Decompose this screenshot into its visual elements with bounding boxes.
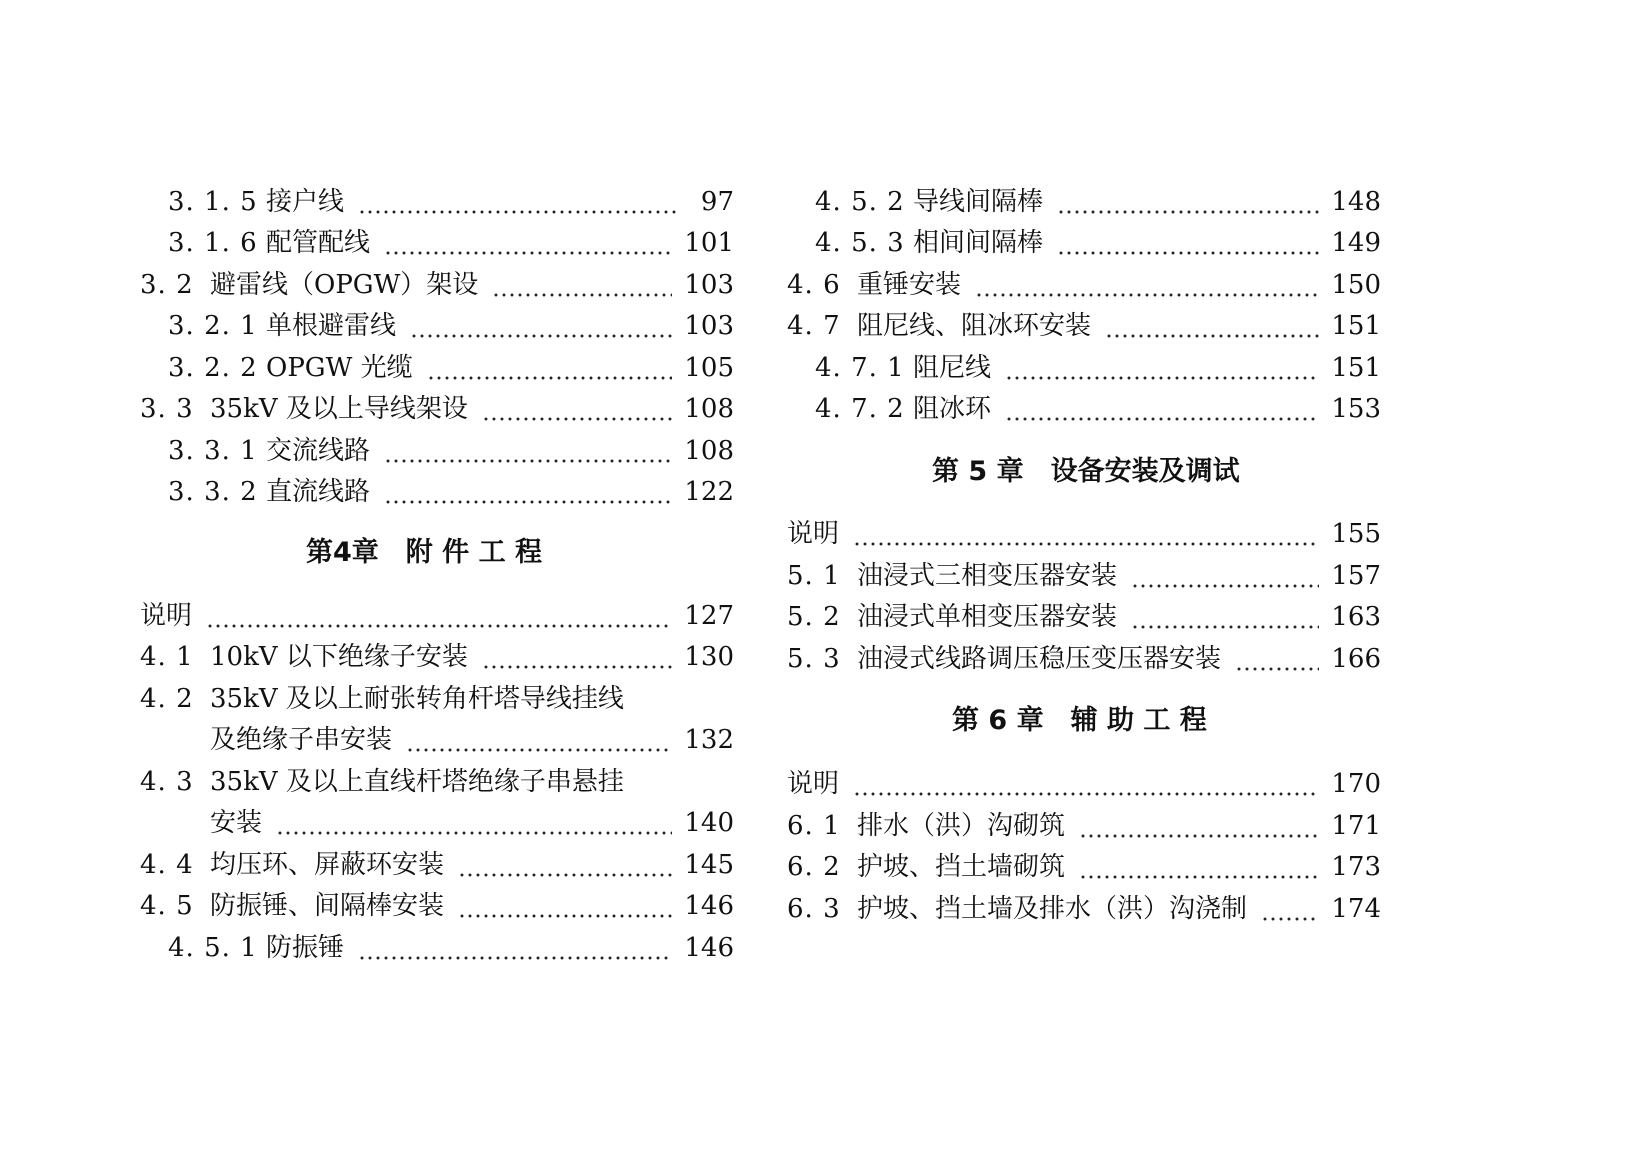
toc-entry-number: 4. 2 bbox=[140, 684, 194, 714]
toc-entry-number: 4. 7 bbox=[787, 311, 841, 341]
toc-entry-number: 4. 5 bbox=[140, 891, 194, 921]
toc-entry-page: 145 bbox=[684, 850, 734, 880]
toc-entry-number: 3. 1. 6 bbox=[168, 228, 258, 258]
toc-entry[interactable] bbox=[168, 223, 734, 263]
toc-entry[interactable] bbox=[787, 556, 1381, 596]
toc-entry-title: 交流线路 bbox=[266, 436, 371, 466]
toc-entry-number: 5. 3 bbox=[787, 644, 841, 674]
leader-dots bbox=[458, 886, 672, 926]
leader-dots bbox=[1005, 348, 1319, 388]
toc-entry-number: 3. 1. 5 bbox=[168, 187, 258, 217]
toc-entry[interactable] bbox=[815, 182, 1381, 222]
toc-entry-number: 4. 7. 1 bbox=[815, 353, 905, 383]
leader-dots bbox=[406, 720, 672, 760]
toc-entry[interactable] bbox=[787, 597, 1381, 637]
leader-dots bbox=[853, 514, 1319, 554]
toc-entry-number: 4. 6 bbox=[787, 270, 841, 300]
toc-entry-page: 132 bbox=[684, 725, 734, 755]
toc-entry-number: 6. 2 bbox=[787, 852, 841, 882]
toc-entry-first-line[interactable] bbox=[140, 762, 624, 802]
leader-dots bbox=[427, 348, 673, 388]
toc-entry[interactable] bbox=[140, 389, 734, 429]
toc-entry-title: 避雷线（OPGW）架设 bbox=[210, 270, 479, 300]
leader-dots bbox=[458, 845, 672, 885]
leader-dots bbox=[975, 265, 1319, 305]
leader-dots bbox=[384, 472, 672, 512]
toc-entry[interactable] bbox=[787, 889, 1381, 929]
toc-entry-number: 4. 1 bbox=[140, 642, 194, 672]
toc-entry[interactable] bbox=[815, 389, 1381, 429]
toc-entry-title: OPGW 光缆 bbox=[266, 353, 413, 383]
toc-entry-title: 护坡、挡土墙及排水（洪）沟浇制 bbox=[857, 894, 1248, 924]
chapter-heading[interactable]: 第4章 附 件 工 程 bbox=[306, 537, 542, 568]
toc-entry-title: 单根避雷线 bbox=[266, 311, 397, 341]
toc-entry[interactable] bbox=[140, 886, 734, 926]
toc-entry-title: 油浸式线路调压稳压变压器安装 bbox=[857, 644, 1222, 674]
toc-entry-title: 说明 bbox=[787, 769, 840, 799]
toc-entry-page: 153 bbox=[1331, 394, 1381, 424]
toc-entry-number: 5. 1 bbox=[787, 561, 841, 591]
toc-entry-page: 173 bbox=[1331, 852, 1381, 882]
leader-dots bbox=[384, 431, 672, 471]
toc-entry-title: 10kV 以下绝缘子安装 bbox=[210, 642, 468, 672]
toc-entry[interactable] bbox=[787, 514, 1381, 554]
toc-entry-page: 108 bbox=[684, 394, 734, 424]
toc-entry-title: 油浸式三相变压器安装 bbox=[857, 561, 1118, 591]
leader-dots bbox=[1131, 597, 1319, 637]
chapter-heading[interactable]: 第 6 章 辅 助 工 程 bbox=[952, 705, 1207, 736]
toc-entry-title-continued: 及绝缘子串安装 bbox=[210, 725, 393, 755]
toc-entry-number: 4. 4 bbox=[140, 850, 194, 880]
toc-entry-page: 149 bbox=[1331, 228, 1381, 258]
toc-entry-page: 101 bbox=[684, 228, 734, 258]
toc-entry-page: 97 bbox=[700, 187, 734, 217]
toc-entry-number: 4. 5. 2 bbox=[815, 187, 905, 217]
toc-entry-page: 166 bbox=[1331, 644, 1381, 674]
toc-entry-page: 150 bbox=[1331, 270, 1381, 300]
toc-entry[interactable] bbox=[787, 639, 1381, 679]
leader-dots bbox=[1261, 889, 1319, 929]
toc-entry-page: 146 bbox=[684, 933, 734, 963]
toc-entry[interactable] bbox=[787, 265, 1381, 305]
toc-entry-page: 127 bbox=[684, 601, 734, 631]
toc-entry-page: 151 bbox=[1331, 311, 1381, 341]
toc-entry-page: 108 bbox=[684, 436, 734, 466]
toc-entry-title: 排水（洪）沟砌筑 bbox=[857, 811, 1066, 841]
toc-entry-number: 4. 5. 3 bbox=[815, 228, 905, 258]
toc-entry-number: 4. 5. 1 bbox=[168, 933, 258, 963]
toc-entry-number: 3. 3. 1 bbox=[168, 436, 258, 466]
toc-entry-title: 导线间隔棒 bbox=[913, 187, 1044, 217]
toc-entry-title: 重锤安装 bbox=[857, 270, 962, 300]
leader-dots bbox=[492, 265, 672, 305]
toc-entry-number: 6. 3 bbox=[787, 894, 841, 924]
toc-entry-page: 155 bbox=[1331, 519, 1381, 549]
toc-entry[interactable] bbox=[140, 596, 734, 636]
toc-entry-title: 35kV 及以上直线杆塔绝缘子串悬挂 bbox=[210, 767, 624, 797]
leader-dots bbox=[358, 182, 680, 222]
toc-entry-title: 35kV 及以上耐张转角杆塔导线挂线 bbox=[210, 684, 624, 714]
toc-entry-page: 151 bbox=[1331, 353, 1381, 383]
toc-entry-title: 护坡、挡土墙砌筑 bbox=[857, 852, 1066, 882]
toc-entry-title: 相间间隔棒 bbox=[913, 228, 1044, 258]
toc-entry-title: 接户线 bbox=[266, 187, 345, 217]
leader-dots bbox=[482, 637, 672, 677]
toc-entry[interactable] bbox=[815, 348, 1381, 388]
toc-entry[interactable] bbox=[168, 306, 734, 346]
leader-dots bbox=[1057, 182, 1319, 222]
toc-entry-title: 阻尼线、阻冰环安装 bbox=[857, 311, 1092, 341]
leader-dots bbox=[1005, 389, 1319, 429]
toc-entry[interactable] bbox=[787, 806, 1381, 846]
toc-entry-title-continued: 安装 bbox=[210, 808, 263, 838]
toc-entry[interactable] bbox=[787, 847, 1381, 887]
toc-entry-title: 防振锤 bbox=[266, 933, 345, 963]
leader-dots bbox=[1057, 223, 1319, 263]
toc-entry[interactable] bbox=[140, 637, 734, 677]
toc-entry-number: 3. 2. 2 bbox=[168, 353, 258, 383]
toc-entry[interactable] bbox=[168, 431, 734, 471]
toc-entry-title: 防振锤、间隔棒安装 bbox=[210, 891, 445, 921]
toc-entry-number: 3. 3. 2 bbox=[168, 477, 258, 507]
leader-dots bbox=[358, 928, 672, 968]
toc-entry[interactable] bbox=[210, 803, 734, 843]
toc-entry-title: 35kV 及以上导线架设 bbox=[210, 394, 468, 424]
toc-entry-number: 4. 3 bbox=[140, 767, 194, 797]
leader-dots bbox=[410, 306, 672, 346]
toc-entry[interactable] bbox=[168, 348, 734, 388]
leader-dots bbox=[1079, 847, 1319, 887]
toc-entry[interactable] bbox=[787, 764, 1381, 804]
toc-entry-title: 阻尼线 bbox=[913, 353, 992, 383]
leader-dots bbox=[482, 389, 672, 429]
toc-entry-title: 直流线路 bbox=[266, 477, 371, 507]
leader-dots bbox=[276, 803, 672, 843]
leader-dots bbox=[853, 764, 1319, 804]
toc-entry-page: 146 bbox=[684, 891, 734, 921]
toc-entry-page: 174 bbox=[1331, 894, 1381, 924]
toc-entry[interactable] bbox=[168, 182, 734, 222]
leader-dots bbox=[1079, 806, 1319, 846]
toc-entry-page: 163 bbox=[1331, 602, 1381, 632]
toc-entry-title: 说明 bbox=[140, 601, 193, 631]
toc-entry-number: 5. 2 bbox=[787, 602, 841, 632]
toc-entry-page: 103 bbox=[684, 311, 734, 341]
toc-entry-page: 103 bbox=[684, 270, 734, 300]
toc-entry-page: 157 bbox=[1331, 561, 1381, 591]
toc-entry-title: 说明 bbox=[787, 519, 840, 549]
leader-dots bbox=[384, 223, 672, 263]
toc-entry-page: 122 bbox=[684, 477, 734, 507]
toc-entry-title: 油浸式单相变压器安装 bbox=[857, 602, 1118, 632]
leader-dots bbox=[1235, 639, 1319, 679]
toc-entry-page: 148 bbox=[1331, 187, 1381, 217]
toc-entry-page: 140 bbox=[684, 808, 734, 838]
toc-entry-page: 170 bbox=[1331, 769, 1381, 799]
toc-entry-number: 4. 7. 2 bbox=[815, 394, 905, 424]
toc-entry[interactable] bbox=[210, 720, 734, 760]
leader-dots bbox=[1105, 306, 1319, 346]
toc-entry-title: 阻冰环 bbox=[913, 394, 992, 424]
toc-entry[interactable] bbox=[787, 306, 1381, 346]
toc-entry[interactable] bbox=[815, 223, 1381, 263]
toc-entry-number: 6. 1 bbox=[787, 811, 841, 841]
toc-entry-page: 171 bbox=[1331, 811, 1381, 841]
toc-entry-page: 130 bbox=[684, 642, 734, 672]
toc-entry[interactable] bbox=[168, 472, 734, 512]
toc-entry-title: 配管配线 bbox=[266, 228, 371, 258]
toc-entry-number: 3. 3 bbox=[140, 394, 194, 424]
chapter-heading[interactable]: 第 5 章 设备安装及调试 bbox=[932, 456, 1240, 487]
toc-entry-title: 均压环、屏蔽环安装 bbox=[210, 850, 445, 880]
leader-dots bbox=[1131, 556, 1319, 596]
toc-entry-first-line[interactable] bbox=[140, 679, 624, 719]
toc-entry[interactable] bbox=[140, 265, 734, 305]
toc-entry-page: 105 bbox=[684, 353, 734, 383]
toc-entry-number: 3. 2 bbox=[140, 270, 194, 300]
leader-dots bbox=[206, 596, 672, 636]
toc-entry[interactable] bbox=[140, 845, 734, 885]
toc-entry-number: 3. 2. 1 bbox=[168, 311, 258, 341]
toc-entry[interactable] bbox=[168, 928, 734, 968]
